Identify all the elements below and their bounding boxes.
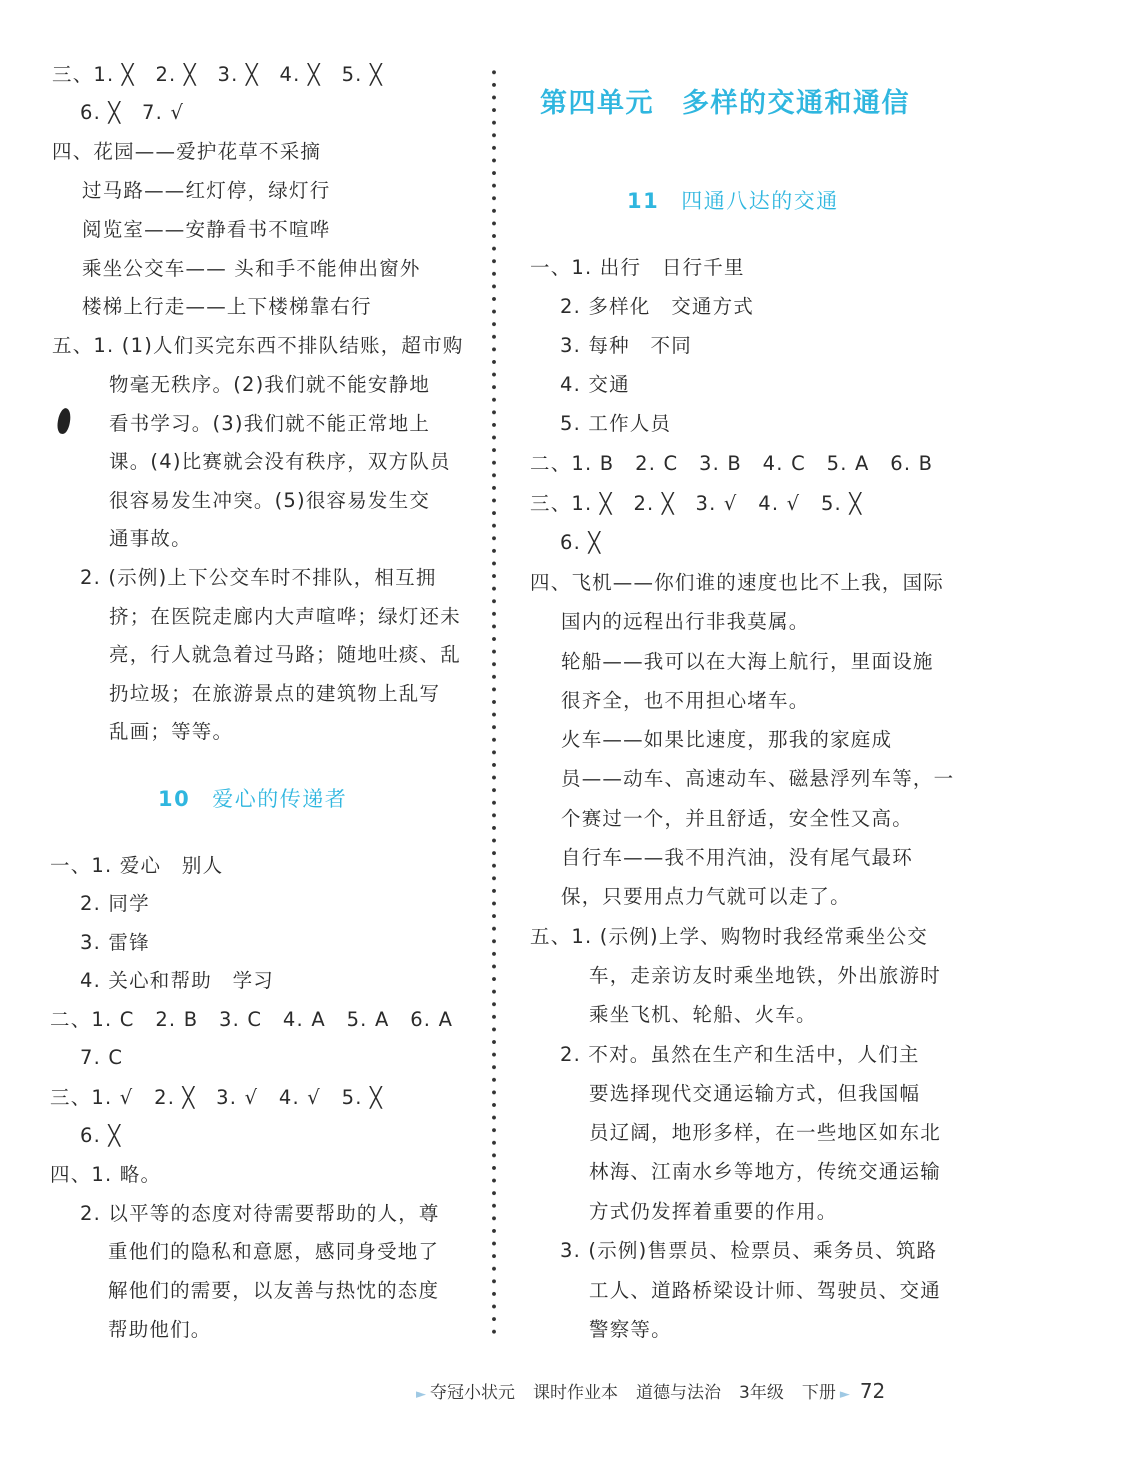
answer-line: 看书学习。(3)我们就不能正常地上 (109, 412, 431, 435)
answer-line: 7. C (80, 1046, 124, 1069)
answer-line: 乘坐公交车—— 头和手不能伸出窗外 (82, 257, 421, 280)
answer-line: 楼梯上行走——上下楼梯靠右行 (82, 295, 372, 318)
answer-line: 五、1. (示例)上学、购物时我经常乘坐公交 (530, 925, 928, 948)
answer-line: 6. ╳ 7. √ (80, 101, 185, 124)
answer-line: 工人、道路桥梁设计师、驾驶员、交通 (589, 1279, 941, 1302)
answer-line: 一、1. 爱心 别人 (50, 854, 224, 877)
answer-line: 很容易发生冲突。(5)很容易发生交 (109, 489, 431, 512)
answer-line: 四、飞机——你们谁的速度也比不上我，国际 (530, 571, 945, 594)
answer-line: 课。(4)比赛就会没有秩序，双方队员 (109, 450, 451, 473)
answer-line: 员辽阔，地形多样，在一些地区如东北 (589, 1121, 941, 1144)
answer-line: 车，走亲访友时乘坐地铁，外出旅游时 (589, 964, 941, 987)
footer-grade: 3年级 (739, 1383, 784, 1403)
answer-line: 阅览室——安静看书不喧哗 (82, 218, 331, 241)
footer-subject: 道德与法治 (636, 1383, 721, 1403)
answer-line: 4. 交通 (560, 373, 630, 396)
section-number: 10 (158, 787, 191, 811)
answer-line: 2. (示例)上下公交车时不排队，相互拥 (80, 566, 437, 589)
answer-line: 挤；在医院走廊内大声喧哗；绿灯还未 (109, 605, 461, 628)
section-title: 爱心的传递者 (212, 787, 348, 811)
answer-line: 林海、江南水乡等地方，传统交通运输 (589, 1160, 941, 1183)
answer-line: 3. (示例)售票员、检票员、乘务员、筑路 (560, 1239, 938, 1262)
answer-line: 员——动车、高速动车、磁悬浮列车等，一 (561, 767, 955, 790)
answer-line: 3. 每种 不同 (560, 334, 692, 357)
page-number: 72 (859, 1379, 886, 1403)
answer-line: 国内的远程出行非我莫属。 (561, 610, 810, 633)
answer-line: 自行车——我不用汽油，没有尾气最环 (561, 846, 913, 869)
section-number: 11 (627, 189, 660, 213)
section-title: 四通八达的交通 (681, 189, 839, 213)
page-footer (412, 1377, 885, 1409)
answer-line: 五、1. (1)人们买完东西不排队结账，超市购 (52, 334, 464, 357)
answer-line: 个赛过一个，并且舒适，安全性又高。 (561, 807, 913, 830)
answer-line: 四、花园——爱护花草不采摘 (52, 140, 322, 163)
answer-line: 二、1. B 2. C 3. B 4. C 5. A 6. B (530, 452, 934, 475)
answer-line: 轮船——我可以在大海上航行，里面设施 (561, 650, 934, 673)
footer-book: 课时作业本 (533, 1383, 618, 1403)
section-heading-10 (158, 784, 347, 814)
answer-line: 三、1. ╳ 2. ╳ 3. ╳ 4. ╳ 5. ╳ (52, 63, 383, 86)
answer-line: 警察等。 (589, 1318, 672, 1341)
answer-line: 重他们的隐私和意愿，感同身受地了 (108, 1240, 440, 1263)
unit-title: 多样的交通和通信 (682, 88, 910, 119)
footer-volume: 下册 (801, 1383, 836, 1403)
answer-line: 乱画；等等。 (109, 720, 234, 743)
answer-line: 5. 工作人员 (560, 412, 672, 435)
answer-line: 2. 多样化 交通方式 (560, 295, 755, 318)
arrow-right-icon: ► (416, 1387, 426, 1402)
answer-line: 通事故。 (109, 527, 192, 550)
answer-line: 2. 以平等的态度对待需要帮助的人，尊 (80, 1202, 440, 1225)
answer-line: 物毫无秩序。(2)我们就不能安静地 (109, 373, 431, 396)
unit-label: 第四单元 (540, 88, 654, 119)
column-divider (490, 66, 498, 1338)
answer-line: 四、1. 略。 (50, 1163, 162, 1186)
answer-line: 3. 雷锋 (80, 931, 150, 954)
answer-line: 乘坐飞机、轮船、火车。 (589, 1003, 817, 1026)
section-heading-11 (627, 186, 839, 216)
arrow-right-icon: ► (839, 1387, 850, 1402)
answer-line: 2. 不对。虽然在生产和生活中，人们主 (560, 1043, 920, 1066)
unit-heading (540, 86, 910, 122)
answer-line: 2. 同学 (80, 892, 150, 915)
footer-brand: 夺冠小状元 (430, 1383, 515, 1403)
answer-line: 4. 关心和帮助 学习 (80, 969, 275, 992)
answer-line: 三、1. ╳ 2. ╳ 3. √ 4. √ 5. ╳ (530, 492, 863, 515)
answer-line: 二、1. C 2. B 3. C 4. A 5. A 6. A (50, 1008, 454, 1031)
answer-line: 6. ╳ (560, 531, 602, 554)
answer-line: 三、1. √ 2. ╳ 3. √ 4. √ 5. ╳ (50, 1086, 383, 1109)
answer-line: 解他们的需要，以友善与热忱的态度 (108, 1279, 440, 1302)
answer-line: 方式仍发挥着重要的作用。 (589, 1200, 838, 1223)
answer-line: 要选择现代交通运输方式，但我国幅 (589, 1082, 921, 1105)
answer-line: 亮，行人就急着过马路；随地吐痰、乱 (109, 643, 461, 666)
answer-line: 火车——如果比速度，那我的家庭成 (561, 728, 893, 751)
answer-line: 保，只要用点力气就可以走了。 (561, 885, 851, 908)
answer-line: 很齐全，也不用担心堵车。 (561, 689, 810, 712)
ink-blot (56, 407, 72, 435)
answer-line: 过马路——红灯停，绿灯行 (82, 179, 331, 202)
answer-line: 扔垃圾；在旅游景点的建筑物上乱写 (109, 682, 441, 705)
answer-line: 一、1. 出行 日行千里 (530, 256, 745, 279)
answer-line: 6. ╳ (80, 1124, 122, 1147)
answer-line: 帮助他们。 (108, 1318, 212, 1341)
